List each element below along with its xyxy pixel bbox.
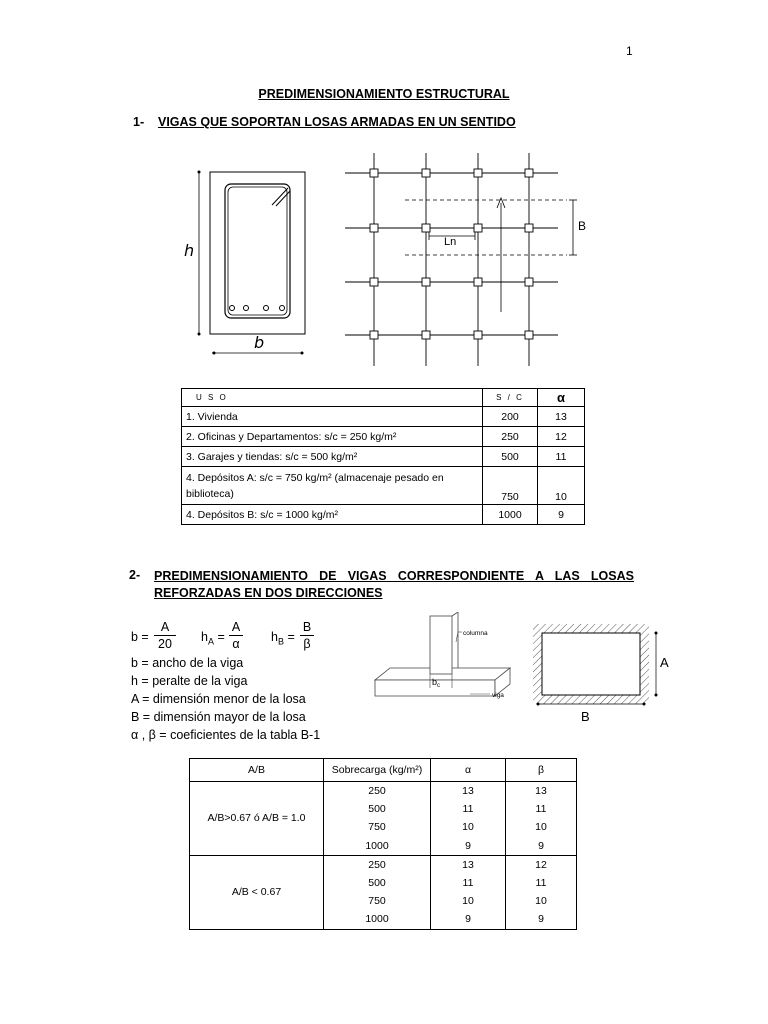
section-1-heading: VIGAS QUE SOPORTAN LOSAS ARMADAS EN UN SENTIDO <box>158 115 516 129</box>
sc-cell: 250 <box>324 782 431 801</box>
beta-cell: 9 <box>506 910 577 929</box>
uso-table <box>181 388 585 525</box>
alpha-cell: 11 <box>431 874 506 892</box>
sc-cell: 500 <box>483 447 538 467</box>
column-shape <box>430 616 452 674</box>
definition-coefficients: α , β = coeficientes de la tabla B-1 <box>131 728 321 742</box>
table-row <box>190 855 577 874</box>
columna-label: columna <box>463 630 488 637</box>
sc-cell: 1000 <box>483 505 538 525</box>
sc-cell: 250 <box>324 855 431 874</box>
formula-ha-subscript: A <box>207 636 214 647</box>
dimension-b-label: b <box>254 333 265 352</box>
table-row <box>182 407 585 427</box>
slab-outline <box>542 633 640 695</box>
alpha-cell: 13 <box>431 782 506 801</box>
group-label: A/B < 0.67 <box>190 855 324 929</box>
header-alpha: α <box>431 759 506 782</box>
beam-section-diagram <box>180 160 320 365</box>
formula-ha-fraction <box>229 620 243 651</box>
slab-plan-diagram <box>523 618 678 728</box>
beta-cell: 11 <box>506 874 577 892</box>
header-uso: U S O <box>182 389 483 407</box>
uso-cell: 4. Depósitos B: s/c = 1000 kg/m² <box>182 505 483 525</box>
viga-label: viga <box>492 692 504 699</box>
formula-ha-lhs: $h_A$ = <box>201 630 225 647</box>
beta-cell: 12 <box>506 855 577 874</box>
formula-hb-numerator: B <box>302 620 312 634</box>
header-beta: β <box>506 759 577 782</box>
rebar <box>230 306 235 311</box>
beta-cell: 10 <box>506 892 577 910</box>
slab-b-label: B <box>581 709 590 724</box>
formula-b-denominator: 20 <box>158 637 172 651</box>
table-row <box>182 467 585 505</box>
alpha-cell: 10 <box>431 818 506 836</box>
page-number: 1 <box>626 44 633 58</box>
definitions-list <box>131 654 320 744</box>
beta-cell: 13 <box>506 782 577 801</box>
formula-hb-subscript: B <box>277 636 284 647</box>
dimension-h-label: h <box>184 241 195 260</box>
formula-b-fraction <box>154 620 176 651</box>
definition-B: B = dimensión mayor de la losa <box>131 710 306 724</box>
alpha-cell: 12 <box>538 427 585 447</box>
header-alpha: α <box>538 389 585 407</box>
uso-cell: 1. Vivienda <box>182 407 483 427</box>
sc-cell: 250 <box>483 427 538 447</box>
rebar <box>244 306 249 311</box>
alpha-cell: 9 <box>538 505 585 525</box>
beam-outline <box>210 172 305 334</box>
sc-cell: 200 <box>483 407 538 427</box>
table-row <box>182 427 585 447</box>
uso-cell: 2. Oficinas y Departamentos: s/c = 250 kg/m² <box>182 427 483 447</box>
beta-cell: 9 <box>506 837 577 856</box>
group-label: A/B>0.67 ó A/B = 1.0 <box>190 782 324 856</box>
ln-label: Ln <box>444 236 457 248</box>
document-title: PREDIMENSIONAMIENTO ESTRUCTURAL <box>258 87 510 101</box>
sc-cell: 1000 <box>324 837 431 856</box>
sc-cell: 1000 <box>324 910 431 929</box>
rebar <box>280 306 285 311</box>
rebar <box>264 306 269 311</box>
column-beam-diagram <box>370 612 515 707</box>
sc-cell: 750 <box>324 892 431 910</box>
alpha-cell: 9 <box>431 837 506 856</box>
uso-cell: 3. Garajes y tiendas: s/c = 500 kg/m² <box>182 447 483 467</box>
header-sc: S / C <box>483 389 538 407</box>
alpha-cell: 10 <box>538 467 585 505</box>
alpha-cell: 11 <box>431 800 506 818</box>
column-grid-plan <box>345 148 600 370</box>
sc-cell: 750 <box>324 818 431 836</box>
table-row <box>182 505 585 525</box>
formula-ha-numerator: A <box>231 620 241 634</box>
header-ab: A/B <box>190 759 324 782</box>
uso-cell: 4. Depósitos A: s/c = 750 kg/m² (almacenaje pesado en biblioteca) <box>182 467 483 505</box>
definition-A: A = dimensión menor de la losa <box>131 692 306 706</box>
definition-h: h = peralte de la viga <box>131 674 248 688</box>
slab-a-label: A <box>660 655 669 670</box>
alpha-cell: 13 <box>538 407 585 427</box>
header-sobrecarga: Sobrecarga (kg/m²) <box>324 759 431 782</box>
formula-b-lhs: b = <box>131 630 149 644</box>
sc-cell: 500 <box>324 874 431 892</box>
section-2-heading-line1: PREDIMENSIONAMIENTO DE VIGAS CORRESPONDIENTE A LAS LOSAS <box>154 569 634 583</box>
beta-cell: 10 <box>506 818 577 836</box>
formula-hb-denominator: β <box>303 637 311 651</box>
alpha-cell: 13 <box>431 855 506 874</box>
bc-label: $b_c$ <box>432 677 441 689</box>
table-row <box>182 447 585 467</box>
formula-hb-lhs: $h_B$ = <box>271 630 295 647</box>
table-row <box>190 782 577 801</box>
stirrup <box>225 184 290 318</box>
formula-hb-fraction <box>300 620 314 651</box>
coefficients-table <box>189 758 577 930</box>
alpha-cell: 11 <box>538 447 585 467</box>
section-2-heading-line2: REFORZADAS EN DOS DIRECCIONES <box>154 586 383 600</box>
alpha-cell: 9 <box>431 910 506 929</box>
sc-cell: 500 <box>324 800 431 818</box>
alpha-cell: 10 <box>431 892 506 910</box>
beta-cell: 11 <box>506 800 577 818</box>
span-b-label: B <box>578 219 587 233</box>
formula-b-numerator: A <box>160 620 170 634</box>
definition-b: b = ancho de la viga <box>131 656 244 670</box>
sc-cell: 750 <box>483 467 538 505</box>
section-1-number: 1- <box>133 115 145 129</box>
formula-ha-denominator: α <box>232 637 240 651</box>
section-2-heading <box>154 568 634 602</box>
section-2-number: 2- <box>129 568 141 582</box>
